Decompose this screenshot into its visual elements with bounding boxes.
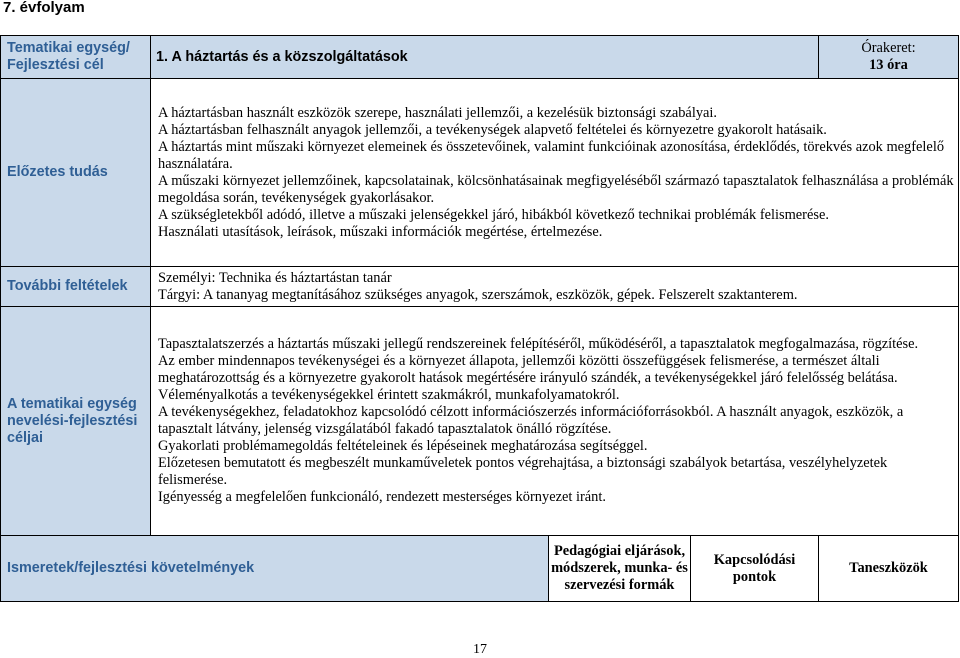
- bottom-header-row: [1, 536, 959, 602]
- goals-line: Véleményalkotás a tevékenységekkel érintett szakmákról, munkafolyamatokról.: [158, 387, 620, 403]
- page-number: 17: [473, 642, 487, 657]
- hours-label: Órakeret:: [861, 40, 916, 56]
- prior-knowledge-label: Előzetes tudás: [1, 79, 151, 267]
- methods-header: Pedagógiai eljárások, módszerek, munka- és szervezési formák: [549, 536, 691, 602]
- thematic-unit-title-cell: [151, 36, 819, 79]
- prior-knowledge-line: A háztartásban használt eszközök szerepe, használati jellemzői, a kezelésük biztonsági szabályai.: [158, 104, 717, 121]
- goals-line: Tapasztalatszerzés a háztartás műszaki jellegű rendszereinek felépítéséről, működéséről, a tapasztalatok megfogalmazása, rögzítése.: [158, 336, 919, 352]
- goals-line: Igényesség a megfelelően funkcionáló, rendezett mesterséges környezet iránt.: [158, 489, 606, 505]
- goals-row: [1, 307, 959, 536]
- curriculum-table: [0, 35, 959, 602]
- tools-header: Taneszközök: [819, 536, 959, 602]
- prior-knowledge-line: A szükségletekből adódó, illetve a műszaki jelenségekkel járó, hibákból következő technikai problémák felismerése.: [158, 206, 829, 223]
- thematic-unit-row: [1, 36, 959, 79]
- goals-line: Gyakorlati problémamegoldás feltételeinek és lépéseinek meghatározása segítséggel.: [158, 438, 648, 454]
- prior-knowledge-line: Használati utasítások, leírások, műszaki információk megértése, értelmezése.: [158, 223, 603, 240]
- further-conditions-line: Tárgyi: A tananyag megtanításához szükséges anyagok, szerszámok, eszközök, gépek. Felszerelt szaktanterem.: [158, 286, 798, 303]
- prior-knowledge-line: A műszaki környezet jellemzőinek, kapcsolatainak, kölcsönhatásainak megfigyeléséből származó tapasztalatok felhasználása a problémák megoldása során, tevékenységek gyakorlásakor.: [158, 172, 954, 206]
- prior-knowledge-line: A háztartásban felhasznált anyagok jellemzői, a tevékenységek alapvető feltételei és környezetre gyakorolt hatásaik.: [158, 121, 827, 138]
- goals-content: [151, 307, 959, 536]
- further-conditions-row: [1, 267, 959, 307]
- requirements-header: Ismeretek/fejlesztési követelmények: [1, 536, 549, 602]
- goals-line: Előzetesen bemutatott és megbeszélt munkaműveletek pontos végrehajtása, a biztonsági szabályok betartása, veszélyhelyzetek felismerése.: [158, 455, 888, 488]
- hours-value: 13 óra: [869, 57, 908, 73]
- thematic-unit-label: Tematikai egység/ Fejlesztési cél: [1, 36, 151, 79]
- further-conditions-label: További feltételek: [1, 267, 151, 307]
- prior-knowledge-row: [1, 79, 959, 267]
- prior-knowledge-content: [151, 79, 959, 267]
- further-conditions-line: Személyi: Technika és háztartástan tanár: [158, 269, 392, 286]
- goals-line: Az ember mindennapos tevékenységei és a környezet állapota, jellemzői közötti összefüggések felismerése, a természet általi meghatározottság és a környezetre gyakorolt hatások megértésére irányuló szándék, a tevékenységekkel járó felelősség belátása.: [158, 353, 898, 386]
- hours-cell: [819, 36, 959, 79]
- thematic-unit-title: 1. A háztartás és a közszolgáltatások: [156, 48, 408, 65]
- further-conditions-content: [151, 267, 959, 307]
- page-heading: 7. évfolyam: [3, 0, 85, 16]
- goals-line: A tevékenységekhez, feladatokhoz kapcsolódó célzott információszerzés információforrásokból. A használt anyagok, eszközök, a tapasztalt látvány, jelenség vizsgálatából fakadó tapasztalatok önálló rögzítése.: [158, 404, 904, 437]
- goals-label: A tematikai egység nevelési-fejlesztési céljai: [1, 307, 151, 536]
- prior-knowledge-line: A háztartás mint műszaki környezet elemeinek és összetevőinek, valamint funkcióinak azonosítása, érdeklődés, törekvés azok megfelelő használatára.: [158, 138, 945, 172]
- connections-header: Kapcsolódási pontok: [691, 536, 819, 602]
